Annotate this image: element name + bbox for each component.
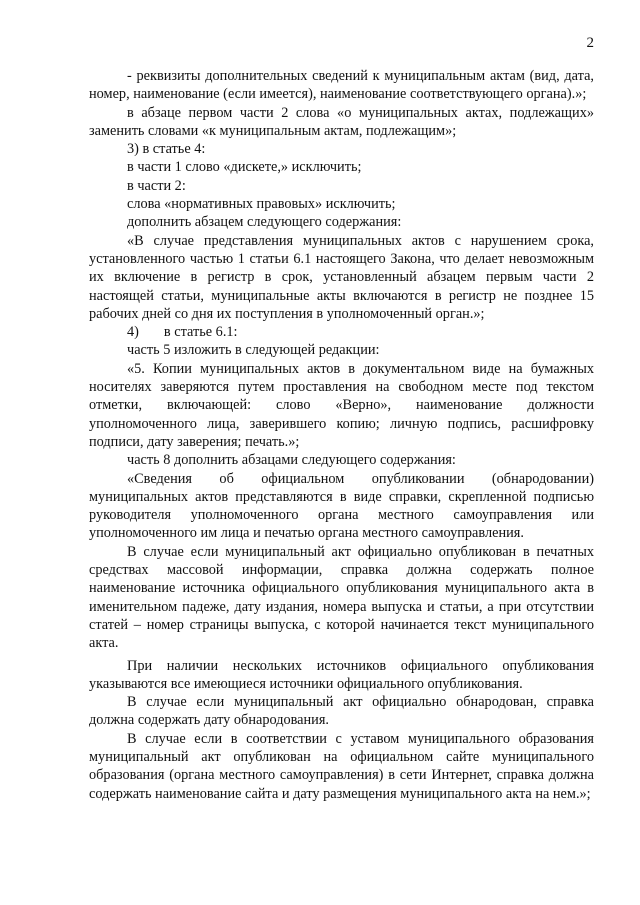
- paragraph: - реквизиты дополнительных сведений к муниципальным актам (вид, дата, номер, наименование (если имеется), наименование соответствующего органа).»;: [89, 68, 594, 103]
- paragraph: часть 8 дополнить абзацами следующего содержания:: [127, 452, 456, 469]
- paragraph: дополнить абзацем следующего содержания:: [127, 214, 402, 231]
- paragraph: «В случае представления муниципальных актов с нарушением срока, установленного частью 1 статьи 6.1 настоящего Закона, что делает невозможным их включение в регистр в срок, установленный абзацем первым части 2 настоящей статьи, муниципальные акты включаются в регистр не позднее 15 рабочих дней со дня их поступления в уполномоченный орган.»;: [89, 232, 594, 322]
- paragraph: При наличии нескольких источников официального опубликования указываются все имеющиеся источники официального опубликования.: [89, 657, 594, 692]
- paragraph: в части 2:: [127, 177, 186, 194]
- page-number: 2: [586, 35, 594, 51]
- paragraph: В случае если муниципальный акт официально обнародован, справка должна содержать дату обнародования.: [89, 694, 594, 729]
- document-body: [89, 67, 594, 803]
- paragraph: слова «нормативных правовых» исключить;: [127, 196, 396, 213]
- paragraph: в абзаце первом части 2 слова «о муниципальных актах, подлежащих» заменить словами «к муниципальным актам, подлежащим»;: [89, 104, 594, 139]
- paragraph: 3) в статье 4:: [127, 141, 206, 158]
- paragraph: В случае если в соответствии с уставом муниципального образования муниципальный акт опубликован на официальном сайте муниципального образования (органа местного самоуправления) в сети Интернет, справка должна содержать наименование сайта и дату размещения муниципального акта на нем.»;: [89, 730, 594, 802]
- paragraph: В случае если муниципальный акт официально опубликован в печатных средствах массовой информации, справка должна содержать полное наименование источника официального опубликования муниципального акта в именительном падеже, дату издания, номера выпуска и статьи, а при отсутствии статей – номер страницы выпуска, с которой начинается текст муниципального акта.: [89, 543, 594, 652]
- paragraph: «5. Копии муниципальных актов в документальном виде на бумажных носителях заверяются путем проставления на свободном месте под текстом отметки, включающей: слово «Верно», наименование должности уполномоченного лица, заверившего копию; личную подпись, расшифровку подписи, дату заверения; печать.»;: [89, 360, 594, 450]
- paragraph: в части 1 слово «дискете,» исключить;: [127, 159, 362, 176]
- paragraph: «Сведения об официальном опубликовании (обнародовании) муниципальных актов представляются в виде справки, скрепленной подписью руководителя уполномоченного органа местного самоуправления или уполномоченного им лица и печатью органа местного самоуправления.: [89, 470, 594, 542]
- paragraph: часть 5 изложить в следующей редакции:: [127, 342, 380, 359]
- paragraph: 4) в статье 6.1:: [127, 324, 238, 341]
